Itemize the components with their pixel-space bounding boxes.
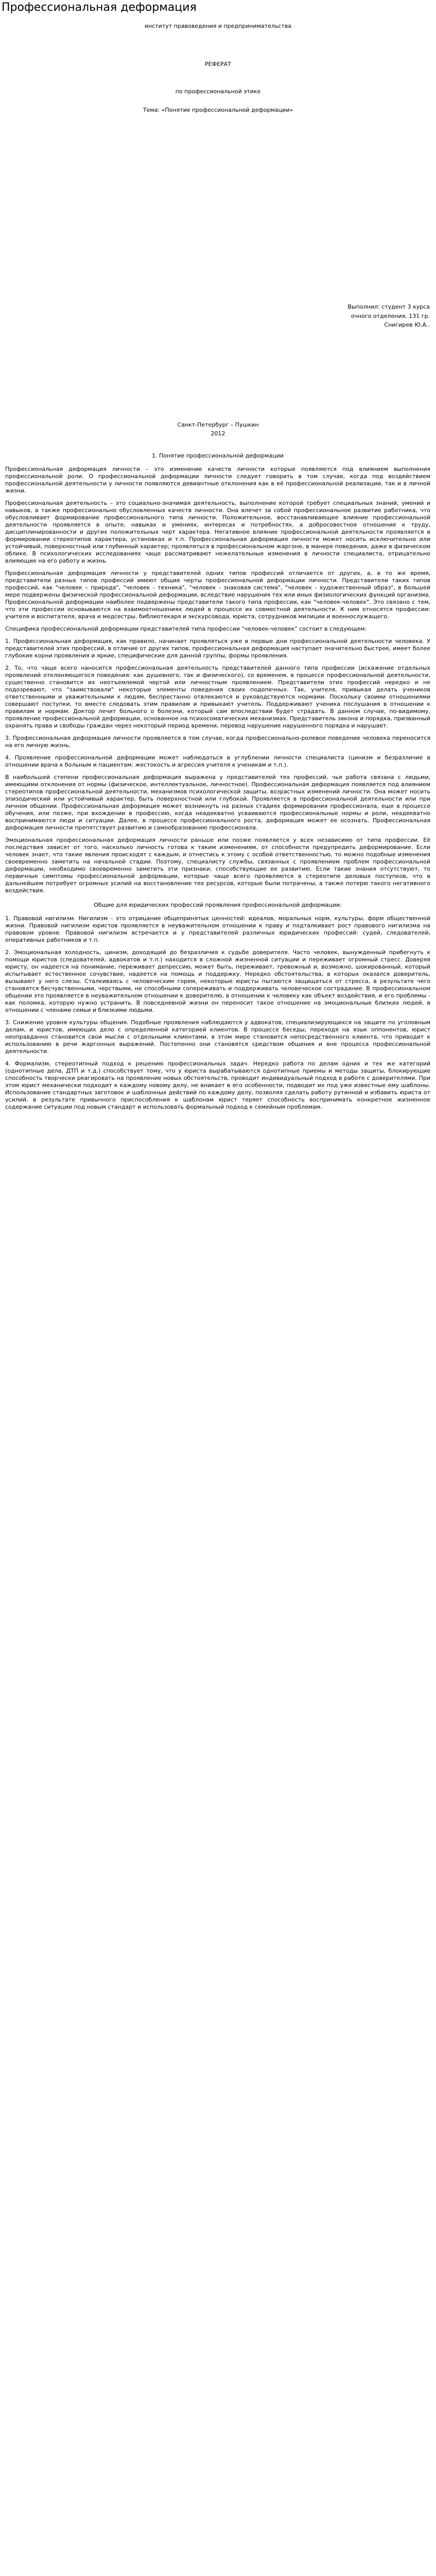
- topic: Тема: «Понятие профессиональной деформации»: [143, 107, 293, 113]
- document-kind: РЕФЕРАТ: [205, 61, 231, 67]
- paragraph: Профессиональная деформация личности – это изменение качеств личности которые появляются под влиянием выполнения профессиональной роли. О профессиональной деформации личности следует говорить в том случае, когда под воздействием профессиональной деятельности у личности появляются девиантные отклонения как в её профессиональной реализации, так и в личной жизни.: [5, 466, 430, 494]
- discipline: по профессиональной этике: [175, 88, 261, 95]
- paragraph: Профессиональная деформация личности у представителей одних типов профессий отличается от других, а, в то же время, представители разных типов профессий имеют общие черты профессиональной деформации личности. Представители таких типов профессий, как "человек – природа", "человек - техника", "человек - знаковая система", "человек - художественный образ", в большей мере подвержены физической профессиональной деформации, вследствие нарушения тех или иных физиологических функций организма. Профессиональной деформации наиболее подвержены представители такого типа профессии, как "человек-человек". Это связано с тем, что эти профессии основываются на взаимоотношениях людей в процессе их совместной деятельности. К ним относятся профессии: учителя и воспитателя, врача и медсестры, библиотекаря и экскурсовода, юриста, сотрудников милиции и военнослужащего.: [5, 570, 430, 620]
- paragraph: 2. То, что чаще всего наносится профессиональная деятельность представителей данного типа профессии (искажение отдельных проявлений отклоняющегося поведения: как душевного, так и физического), со временем, в процессе профессиональной деятельности, существенно становится их неотъемлемой чертой или личностным проявлением. Представители этих профессий нередко и не подозревают, что "заимствовали" некоторые элементы поведения своих подопечных. Так, учителя, привыкая делать учеников ответственными и уважительными к людям, беспрестанно отвлекаются и руководствуются нормами. Поскольку своими отношениями совершают поступки, то вместе следовать этим правилам и привыкают учитель. Поддерживают ученика послушания в отношении к правилам и нормам. Доктор лечит больного о болезни, который сам впоследствии будет страдать. В данном случае, по-видимому, проявление профессиональной деформации, основанное на психосоматических механизмах. Представитель закона и порядка, призванный охранять права и свободы граждан через некоторый период времени, перевод нарушение нарушенного порядка и нарушает.: [5, 665, 430, 729]
- paragraph: 2. Эмоциональная холодность, цинизм, доходящий до безразличия к судьбе доверителя. Часто человек, вынужденный прибегнуть к помощи юристов (следователей, адвокатов и т.п.) находится в сложной жизненной ситуации и переживает огромный стресс. Доверяя юристу, он надеется на понимание, переживает депрессию, может быть, переживает, тревожный и, возможно, шокированный, который испытывает естественное сочувствие, надеется на помощь и поддержку. Нередко обстоятельства, в которых оказался доверитель, вызывают у него слезы. Сталкиваясь с человеческим горем, некоторые юристы пытаются защищаться от стресса, в результате чего становятся бесчувственными, черствыми, не способными сопереживать и поддерживать человеческое сострадание. В профессиональном общении это проявляется в неуважительном отношении к доверителю, в отношении к человеку как объект воздействия, и его проблемы - как поломка, которую нужно устранить. В повседневной жизни он переносит такое отношение на эмоциональные близких людей, в отношении с членами семьи и близкими людьми.: [5, 949, 430, 1013]
- section-2-heading: Общие для юридических профессий проявления профессиональной деформации:: [94, 902, 342, 908]
- paragraph: 4. Формализм, стереотипный подход к решению профессиональных задач. Нередко работа по делам одних и тех же категорий (однотипные дела, ДТП и т.д.) способствует тому, что у юриста вырабатываются однотипные приемы и методы защиты, блокирующие способность творчески реагировать на проявление новых обстоятельств, проводит индивидуальный подход в работе с доверителями. При этом юрист механически подходит к каждому новому делу, не вникает в его особенности, подводит их под уже известные ему шаблоны. Использование стандартных заготовок и шаблонных действий по каждому делу, позволяя сделать работу рутинной и избавить юриста от усилий, в результате привычного приспособления к шаблонам юрист теряет способность воспринимать конкретное жизненное содержание ситуации под новым стандарт и использовать формальный подход к семейным проблемам.: [5, 1060, 430, 1110]
- paragraph: 4. Проявление профессиональной деформации может наблюдаться в углублении личности специалиста (цинизм и безразличие в отношении врача к больным и пациентам; жестокость и агрессия учителя к ученикам и т.п.).: [5, 754, 430, 768]
- author-line-1: Выполнил: студент 3 курса: [347, 303, 430, 310]
- section-2-text: [5, 915, 430, 1111]
- section-1-text: [5, 466, 430, 894]
- author-line-3: Снигирев Ю.А..: [384, 321, 430, 328]
- paragraph: Специфика профессиональной деформации представителей типа профессии "человек-человек" состоит в следующем:: [5, 625, 367, 632]
- city: Санкт-Петербург – Пушкин: [177, 421, 259, 428]
- section-1-heading: 1. Понятие профессиональной деформации: [151, 452, 284, 459]
- page-title: Профессиональная деформация: [2, 1, 197, 14]
- paragraph: Профессиональная деятельность – это социально-значимая деятельность, выполнение которой требует специальных знаний, умений и навыков, а также профессионально обусловленных качеств личности. Она влечет за собой профессиональное развитие работника, что обусловливает формирование профессионального типа личности. Положительное, восстанавливающее влияние профессиональной деятельности проявляется в опыте, навыках и умениях, интересах и потребностях, а добросовестное отношение к труду, дисциплинированности и других положительных черт характера. Негативное влияние профессиональной деятельности проявляется в формировании стереотипов характера, установках и т.п. Профессиональная деформация личности может носить исключительно или устойчивый, поверхностный или глубинный характер; проявляться в профессиональном жаргоне, в манере поведения, даже в физическом облике. В психологических исследованиях чаще рассматривают нежелательные изменения в личности специалиста, отрицательно влияющие на его работу и жизнь.: [5, 500, 430, 564]
- year: 2012: [211, 430, 225, 437]
- paragraph: В наибольшей степени профессиональная деформация выражена у представителей тех профессий, чья работа связана с людьми, имеющими отклонения от нормы (физическое, интеллектуальное, личностное). Профессиональная деформация появляется под влиянием стереотипов профессиональной деятельности, механизмов психологической защиты, возрастных изменений личности. Она может носить эпизодический или устойчивый характер, быть поверхностной или глубокой. Проявляется в профессиональной деятельности или при личном общении. Профессиональная деформация может возникнуть на разных стадиях формирования профессионала, еще в процессе обучения, или позже, при вхождении в профессию, когда неадекватно усваиваются профессиональные нормы и роли, неадекватно воспринимаются люди и ситуации. Далее, в процессе профессионального роста, деформация может ее осознать. Профессиональная деформация личности препятствует развитию и самообразованию профессионала.: [5, 774, 430, 831]
- paragraph: 3. Профессиональная деформация личности проявляется в том случае, когда профессионально-ролевое поведение человека переносится на его личную жизнь.: [5, 735, 430, 749]
- paragraph: 3. Снижение уровня культуры общения. Подобные проявления наблюдаются у адвокатов, специализирующихся на защите по уголовным делам, и юристов, имеющих дело с определенной категорией клиентов. В процессе беседы, переходя на язык оппонентов, юрист неоправданно становится свои мысли с отдельными клиентами, в этом мире становится непосредственного клиента, что приводит к использованию в речи жаргонных выражений. Постепенно они становятся средством общения и вне процесса профессиональной деятельности.: [5, 1019, 430, 1055]
- paragraph: 1. Правовой нигилизм. Нигилизм - это отрицание общепринятых ценностей: идеалов, моральных норм, культуры, форм общественной жизни. Правовой нигилизм юристов проявляется в неуважительном отношении к праву и подталкивает рост правового нигилизма на правовом уровне. Правовой нигилизм встречается и у представителей различных юридических профессий: судей, следователей, оперативных работников и т.п.: [5, 915, 430, 943]
- document-body: [5, 452, 430, 1116]
- paragraph: Эмоциональная профессиональная деформация личности раньше или позже появляется у всех независимо от типа профессии. Её последствия зависят от того, насколько личность готова к таким изменениям, от способности предупредить деформирование. Если человек знает, что такие явления происходят с каждым, и отнестись к этому с особой ответственностью, то можно подобные изменения своевременно заметить на начальной стадии. Поэтому, специалисту службы, связанных с проявлением проблем профессиональной деформации, необходимо своевременно заметить эти признаки, способствующие ее развитию. Если такие знания отсутствуют, то первичные симптомы профессиональной деформации, которые чаще всего проявляются в стереотипе деловых поступков, что в дальнейшем потребует огромных усилий на восстановление тех ресурсов, которые были потрачены, а также потерю такого негативного воздействия.: [5, 837, 430, 894]
- institute-name: институт правоведения и предпринимательства: [144, 23, 292, 29]
- author-line-2: очного отделения, 131 гр.: [351, 313, 430, 319]
- paragraph: 1. Профессиональная деформация, как правило, начинает проявляться уже в первые дни профессиональной деятельности человека. У представителей этих профессий, в отличие от других типов, профессиональная деформация наступает значительно быстрее, имеет более глубокие корни проявления и яркие, специфические для данной группы, формы проявления.: [5, 638, 430, 659]
